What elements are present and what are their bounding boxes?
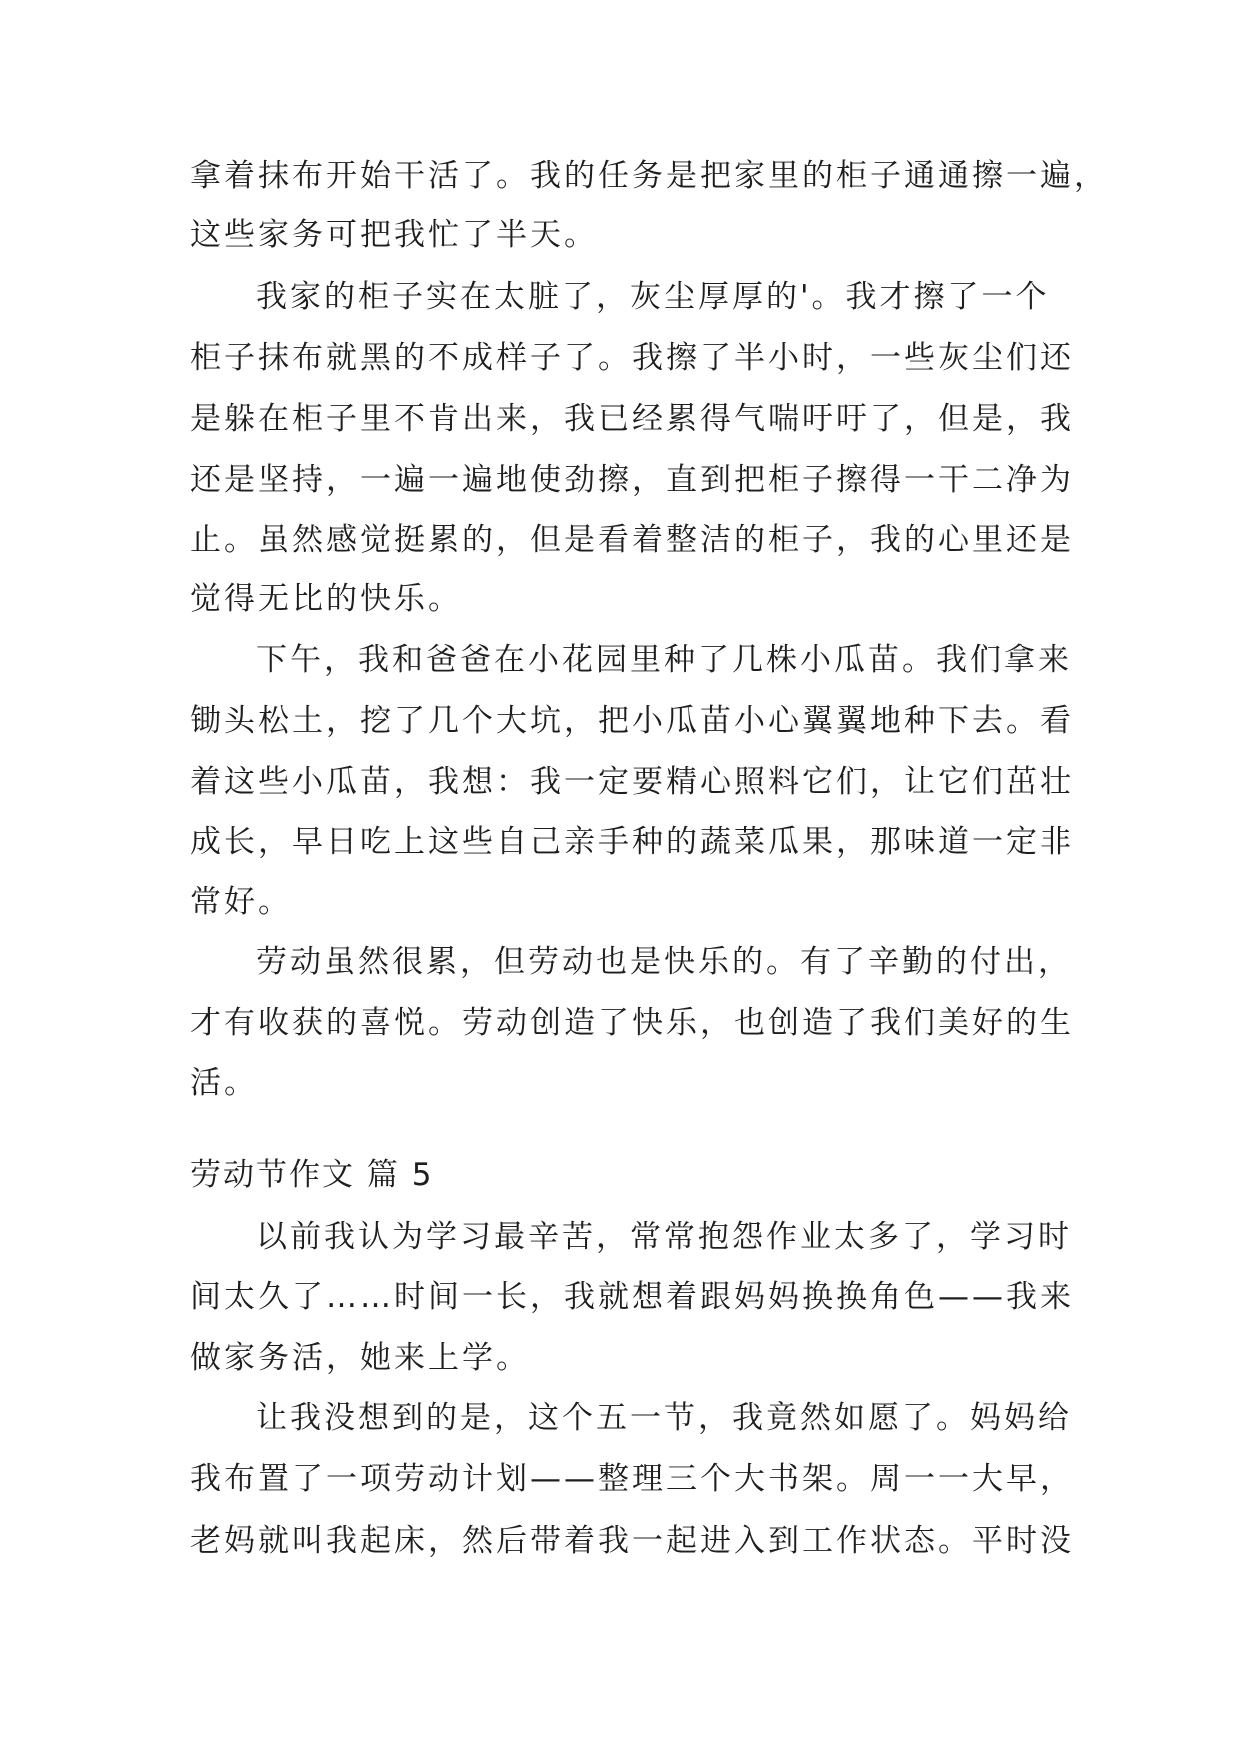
text-line: 我布置了一项劳动计划——整理三个大书架。周一一大早， bbox=[190, 1461, 1074, 1497]
paragraph-start-line: 我家的柜子实在太脏了，灰尘厚厚的'。我才擦了一个 bbox=[256, 279, 1050, 315]
paragraph-start-line: 以前我认为学习最辛苦，常常抱怨作业太多了，学习时 bbox=[256, 1219, 1072, 1255]
text-line: 间太久了……时间一长，我就想着跟妈妈换换角色——我来 bbox=[190, 1279, 1074, 1315]
paragraph-start-line: 劳动虽然很累，但劳动也是快乐的。有了辛勤的付出， bbox=[256, 944, 1072, 980]
text-line: 拿着抹布开始干活了。我的任务是把家里的柜子通通擦一遍， bbox=[190, 158, 1108, 194]
text-line: 是躲在柜子里不肯出来，我已经累得气喘吁吁了，但是，我 bbox=[190, 401, 1074, 437]
text-line: 觉得无比的快乐。 bbox=[190, 581, 462, 617]
text-line: 柜子抹布就黑的不成样子了。我擦了半小时，一些灰尘们还 bbox=[190, 340, 1074, 376]
text-line: 老妈就叫我起床，然后带着我一起进入到工作状态。平时没 bbox=[190, 1523, 1074, 1559]
text-line: 锄头松土，挖了几个大坑，把小瓜苗小心翼翼地种下去。看 bbox=[190, 703, 1074, 739]
text-line: 成长，早日吃上这些自己亲手种的蔬菜瓜果，那味道一定非 bbox=[190, 824, 1074, 860]
text-line: 做家务活，她来上学。 bbox=[190, 1340, 530, 1376]
text-line: 这些家务可把我忙了半天。 bbox=[190, 217, 598, 253]
paragraph-start-line: 下午，我和爸爸在小花园里种了几株小瓜苗。我们拿来 bbox=[256, 642, 1072, 678]
text-line: 着这些小瓜苗，我想：我一定要精心照料它们，让它们茁壮 bbox=[190, 764, 1074, 800]
text-line: 才有收获的喜悦。劳动创造了快乐，也创造了我们美好的生 bbox=[190, 1005, 1074, 1041]
section-heading: 劳动节作文 篇 5 bbox=[190, 1157, 434, 1193]
text-line: 常好。 bbox=[190, 884, 292, 920]
text-line: 还是坚持，一遍一遍地使劲擦，直到把柜子擦得一干二净为 bbox=[190, 462, 1074, 498]
paragraph-start-line: 让我没想到的是，这个五一节，我竟然如愿了。妈妈给 bbox=[256, 1400, 1072, 1436]
text-line: 止。虽然感觉挺累的，但是看着整洁的柜子，我的心里还是 bbox=[190, 522, 1074, 558]
text-line: 活。 bbox=[190, 1065, 258, 1101]
